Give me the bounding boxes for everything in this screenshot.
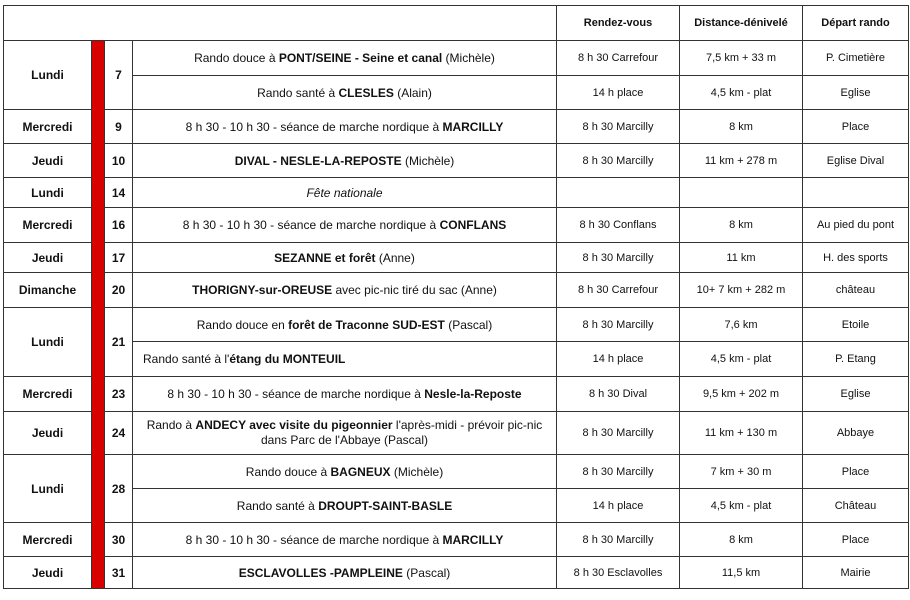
distance-cell: 8 km [680, 523, 803, 557]
activity-cell: 8 h 30 - 10 h 30 - séance de marche nordique à Nesle-la-Reposte [133, 377, 557, 412]
day-cell: Mercredi [4, 110, 92, 144]
header-row [4, 6, 909, 41]
table-row [4, 489, 909, 523]
table-row [4, 342, 909, 377]
activity-cell: SEZANNE et forêt (Anne) [133, 243, 557, 273]
activity-cell: 8 h 30 - 10 h 30 - séance de marche nordique à CONFLANS [133, 208, 557, 243]
depart-cell: Eglise [803, 377, 909, 412]
depart-cell: Mairie [803, 557, 909, 589]
table-row [4, 523, 909, 557]
activity-cell: Rando santé à DROUPT-SAINT-BASLE [133, 489, 557, 523]
activity-cell: Rando à ANDECY avec visite du pigeonnier l'après-midi - prévoir pic-nic dans Parc de l'Abbaye (Pascal) [133, 412, 557, 455]
depart-cell [803, 178, 909, 208]
table-row [4, 243, 909, 273]
distance-cell: 7 km + 30 m [680, 455, 803, 489]
activity-cell: Fête nationale [133, 178, 557, 208]
header-blank [4, 6, 557, 41]
date-cell: 7 [105, 41, 133, 110]
depart-cell: Eglise [803, 76, 909, 110]
depart-cell: Etoile [803, 308, 909, 342]
schedule-table [3, 5, 909, 589]
rendez-vous-cell: 8 h 30 Marcilly [557, 455, 680, 489]
distance-cell: 10+ 7 km + 282 m [680, 273, 803, 308]
rendez-vous-cell: 8 h 30 Esclavolles [557, 557, 680, 589]
rendez-vous-cell: 14 h place [557, 489, 680, 523]
table-row [4, 273, 909, 308]
distance-cell: 8 km [680, 208, 803, 243]
activity-cell: DIVAL - NESLE-LA-REPOSTE (Michèle) [133, 144, 557, 178]
distance-cell: 4,5 km - plat [680, 76, 803, 110]
activity-cell: 8 h 30 - 10 h 30 - séance de marche nordique à MARCILLY [133, 110, 557, 144]
depart-cell: H. des sports [803, 243, 909, 273]
distance-cell: 11 km [680, 243, 803, 273]
date-cell: 10 [105, 144, 133, 178]
distance-cell: 4,5 km - plat [680, 489, 803, 523]
depart-cell: P. Cimetière [803, 41, 909, 76]
header-distance: Distance-dénivelé [680, 6, 803, 41]
activity-cell: 8 h 30 - 10 h 30 - séance de marche nordique à MARCILLY [133, 523, 557, 557]
rendez-vous-cell: 8 h 30 Carrefour [557, 273, 680, 308]
table-row [4, 455, 909, 489]
table-row [4, 377, 909, 412]
rendez-vous-cell: 8 h 30 Marcilly [557, 523, 680, 557]
date-cell: 17 [105, 243, 133, 273]
date-cell: 9 [105, 110, 133, 144]
date-cell: 23 [105, 377, 133, 412]
date-cell: 14 [105, 178, 133, 208]
date-cell: 24 [105, 412, 133, 455]
depart-cell: Au pied du pont [803, 208, 909, 243]
distance-cell: 7,5 km + 33 m [680, 41, 803, 76]
depart-cell: château [803, 273, 909, 308]
day-cell: Jeudi [4, 412, 92, 455]
date-cell: 31 [105, 557, 133, 589]
rendez-vous-cell: 8 h 30 Marcilly [557, 412, 680, 455]
activity-cell: Rando douce à PONT/SEINE - Seine et canal (Michèle) [133, 41, 557, 76]
rendez-vous-cell: 8 h 30 Dival [557, 377, 680, 412]
activity-cell: Rando santé à CLESLES (Alain) [133, 76, 557, 110]
rendez-vous-cell: 8 h 30 Conflans [557, 208, 680, 243]
distance-cell: 9,5 km + 202 m [680, 377, 803, 412]
rendez-vous-cell: 8 h 30 Marcilly [557, 308, 680, 342]
table-row [4, 557, 909, 589]
day-cell: Jeudi [4, 243, 92, 273]
activity-cell: THORIGNY-sur-OREUSE avec pic-nic tiré du sac (Anne) [133, 273, 557, 308]
day-cell: Mercredi [4, 208, 92, 243]
day-cell: Jeudi [4, 557, 92, 589]
activity-cell: Rando santé à l'étang du MONTEUIL [133, 342, 557, 377]
rendez-vous-cell [557, 178, 680, 208]
activity-cell: ESCLAVOLLES -PAMPLEINE (Pascal) [133, 557, 557, 589]
rendez-vous-cell: 8 h 30 Marcilly [557, 144, 680, 178]
rendez-vous-cell: 8 h 30 Marcilly [557, 110, 680, 144]
day-cell: Jeudi [4, 144, 92, 178]
day-cell: Lundi [4, 41, 92, 110]
table-row [4, 41, 909, 76]
distance-cell: 11 km + 278 m [680, 144, 803, 178]
day-cell: Lundi [4, 178, 92, 208]
depart-cell: Château [803, 489, 909, 523]
rendez-vous-cell: 14 h place [557, 342, 680, 377]
day-cell: Lundi [4, 308, 92, 377]
depart-cell: Abbaye [803, 412, 909, 455]
header-depart: Départ rando [803, 6, 909, 41]
depart-cell: Eglise Dival [803, 144, 909, 178]
day-cell: Mercredi [4, 523, 92, 557]
distance-cell: 11,5 km [680, 557, 803, 589]
date-cell: 20 [105, 273, 133, 308]
red-bar [92, 41, 105, 589]
table-row [4, 144, 909, 178]
date-cell: 21 [105, 308, 133, 377]
date-cell: 16 [105, 208, 133, 243]
activity-cell: Rando douce à BAGNEUX (Michèle) [133, 455, 557, 489]
rendez-vous-cell: 8 h 30 Marcilly [557, 243, 680, 273]
day-cell: Mercredi [4, 377, 92, 412]
distance-cell: 11 km + 130 m [680, 412, 803, 455]
table-row [4, 412, 909, 455]
day-cell: Dimanche [4, 273, 92, 308]
table-row [4, 308, 909, 342]
distance-cell: 4,5 km - plat [680, 342, 803, 377]
header-rendez-vous: Rendez-vous [557, 6, 680, 41]
table-row [4, 208, 909, 243]
date-cell: 30 [105, 523, 133, 557]
depart-cell: Place [803, 523, 909, 557]
activity-cell: Rando douce en forêt de Traconne SUD-EST (Pascal) [133, 308, 557, 342]
table-row [4, 110, 909, 144]
distance-cell: 7,6 km [680, 308, 803, 342]
depart-cell: Place [803, 455, 909, 489]
table-row [4, 178, 909, 208]
table-row [4, 76, 909, 110]
rendez-vous-cell: 14 h place [557, 76, 680, 110]
date-cell: 28 [105, 455, 133, 523]
rendez-vous-cell: 8 h 30 Carrefour [557, 41, 680, 76]
distance-cell [680, 178, 803, 208]
depart-cell: Place [803, 110, 909, 144]
distance-cell: 8 km [680, 110, 803, 144]
day-cell: Lundi [4, 455, 92, 523]
depart-cell: P. Etang [803, 342, 909, 377]
